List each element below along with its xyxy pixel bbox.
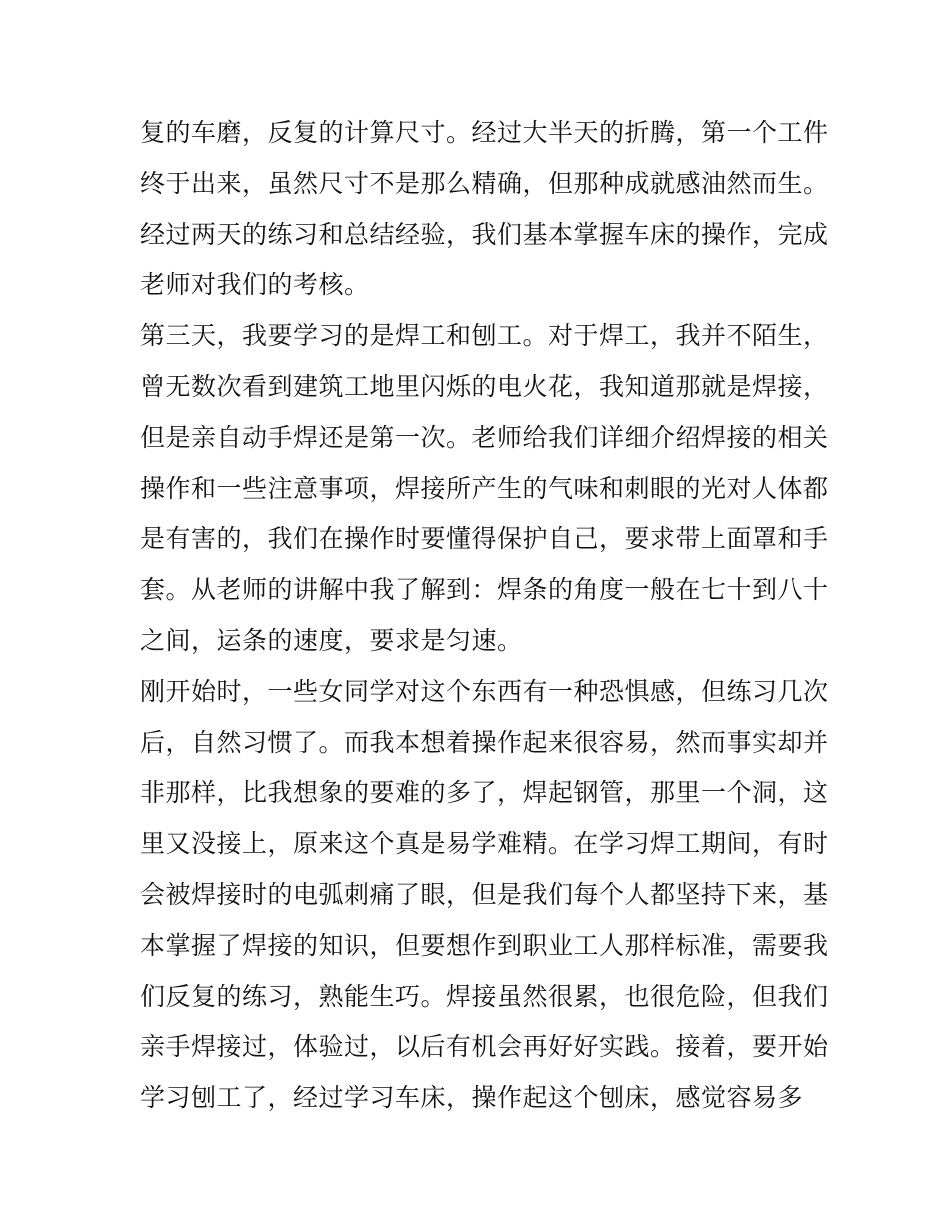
text-line: 之间，运条的速度，要求是匀速。 [140,625,523,655]
text-line: 套。从老师的讲解中我了解到：焊条的角度一般在七十到八十 [140,575,829,605]
text-line: 曾无数次看到建筑工地里闪烁的电火花，我知道那就是焊接， [140,371,829,401]
text-line: 是有害的，我们在操作时要懂得保护自己，要求带上面罩和手 [140,524,829,554]
text-line: 刚开始时，一些女同学对这个东西有一种恐惧感，但练习几次 [140,676,829,706]
text-line: 里又没接上，原来这个真是易学难精。在学习焊工期间，有时 [140,829,829,859]
text-line: 操作和一些注意事项，焊接所产生的气味和刺眼的光对人体都 [140,473,829,503]
text-line: 非那样，比我想象的要难的多了，焊起钢管，那里一个洞，这 [140,778,829,808]
text-line: 本掌握了焊接的知识，但要想作到职业工人那样标准，需要我 [140,930,829,960]
text-line: 终于出来，虽然尺寸不是那么精确，但那种成就感油然而生。 [140,168,829,198]
text-line: 会被焊接时的电弧刺痛了眼，但是我们每个人都坚持下来，基 [140,879,829,909]
text-line: 第三天，我要学习的是焊工和刨工。对于焊工，我并不陌生， [140,321,829,351]
text-line: 们反复的练习，熟能生巧。焊接虽然很累，也很危险，但我们 [140,981,829,1011]
text-line: 复的车磨，反复的计算尺寸。经过大半天的折腾，第一个工件 [140,118,829,147]
text-line: 但是亲自动手焊还是第一次。老师给我们详细介绍焊接的相关 [140,422,829,452]
text-line: 学习刨工了，经过学习车床，操作起这个刨床，感觉容易多 [140,1083,804,1113]
body-text [140,108,829,1124]
text-line: 老师对我们的考核。 [140,270,370,300]
text-line: 亲手焊接过，体验过，以后有机会再好好实践。接着，要开始 [140,1032,829,1062]
text-line: 经过两天的练习和总结经验，我们基本掌握车床的操作，完成 [140,219,829,249]
text-line: 后，自然习惯了。而我本想着操作起来很容易，然而事实却并 [140,727,829,757]
